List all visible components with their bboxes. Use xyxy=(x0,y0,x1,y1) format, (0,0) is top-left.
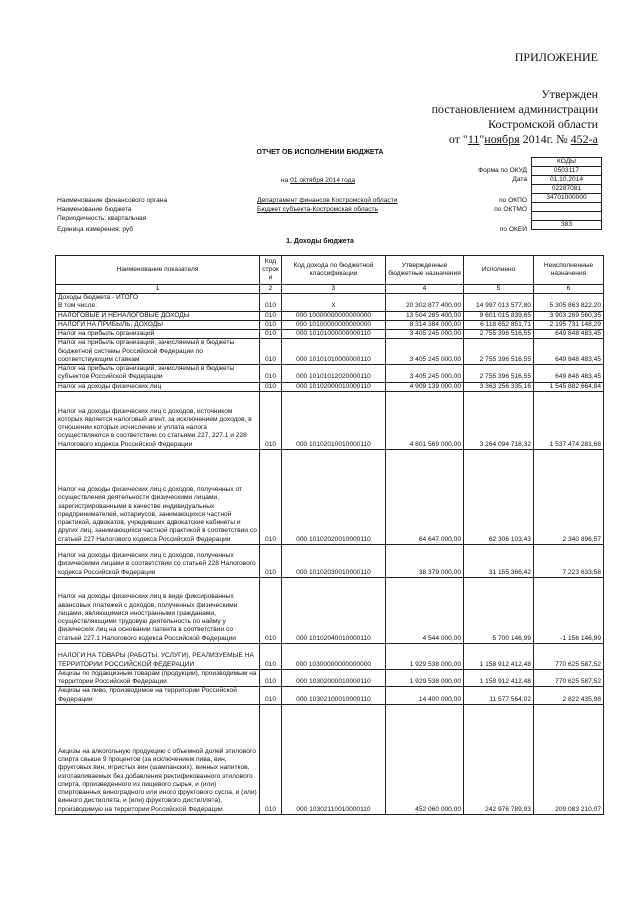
row-name: Налог на доходы физических лиц xyxy=(56,382,260,391)
row-name: Налог на доходы физических лиц с доходов, источником которых является налоговый агент, за исключением доходов, в отношении которых исчисление и уплата налога осуществляются в соответствии со статьями 227, 227.1 и 228 Налогового кодекса Российской Федерации xyxy=(56,391,260,449)
row-unexecuted: 649 848 483,45 xyxy=(534,330,604,339)
row-budget-code: 000 10101012020000110 xyxy=(282,365,386,382)
oktmo-label: по ОКТМО xyxy=(494,206,527,213)
table-row xyxy=(56,320,604,329)
row-executed: 3 363 256 335,16 xyxy=(464,382,534,391)
region-label: Костромской области xyxy=(488,117,598,131)
row-unexecuted: 770 625 587,52 xyxy=(534,643,604,669)
col-index: 2 xyxy=(260,285,282,294)
okpo-code: 02287081 xyxy=(532,185,602,194)
section-title: 1. Доходы бюджета xyxy=(286,238,354,245)
row-name: Налог на прибыль организаций xyxy=(56,330,260,339)
appendix-label: ПРИЛОЖЕНИЕ xyxy=(514,50,598,64)
period-label: Периодичность: квартальная xyxy=(57,215,147,222)
row-name: НАЛОГИ НА ПРИБЫЛЬ, ДОХОДЫ xyxy=(56,320,260,329)
row-line-code: 010 xyxy=(260,311,282,320)
row-line-code: 010 xyxy=(260,339,282,365)
row-approved: 38 379 000,00 xyxy=(386,544,464,577)
row-line-code: 010 xyxy=(260,704,282,814)
table-row xyxy=(56,577,604,643)
row-budget-code: 000 10102030010000110 xyxy=(282,544,386,577)
row-unexecuted: 7 223 633,58 xyxy=(534,544,604,577)
row-executed: 242 976 789,93 xyxy=(464,704,534,814)
row-executed: 3 264 094 718,32 xyxy=(464,391,534,449)
row-unexecuted: 1 537 474 281,68 xyxy=(534,391,604,449)
col-header-approved: Утвержденные бюджетные назначения xyxy=(386,256,464,285)
row-line-code: 010 xyxy=(260,391,282,449)
table-row xyxy=(56,687,604,704)
row-budget-code: X xyxy=(282,294,386,311)
row-approved: 14 400 000,00 xyxy=(386,687,464,704)
row-name: Налог на прибыль организаций, зачисляемый в бюджеты субъектов Российской Федерации xyxy=(56,365,260,382)
table-row xyxy=(56,294,604,311)
table-row xyxy=(56,391,604,449)
row-name: Налог на доходы физических лиц в виде фиксированных авансовых платежей с доходов, полученных физическими лицами, являющимися иностранными гражданами, осуществляющими трудовую деятельность по найму у физических лиц на основании патента в соответствии со статьей 227.1 Налогового кодекса Российской Федерации xyxy=(56,577,260,643)
income-table xyxy=(55,255,604,815)
oktmo-code: 34701000000 xyxy=(532,194,602,203)
row-budget-code: 000 10000000000000000 xyxy=(282,311,386,320)
row-budget-code: 000 10300000000000000 xyxy=(282,643,386,669)
blank-code xyxy=(532,203,602,212)
row-executed: 31 155 366,42 xyxy=(464,544,534,577)
row-approved: 452 060 000,00 xyxy=(386,704,464,814)
row-approved: 4 909 139 000,00 xyxy=(386,382,464,391)
row-name: НАЛОГИ НА ТОВАРЫ (РАБОТЫ, УСЛУГИ), РЕАЛИЗУЕМЫЕ НА ТЕРРИТОРИИ РОССИЙСКОЙ ФЕДЕРАЦИИ xyxy=(56,643,260,669)
row-budget-code: 000 10302110010000110 xyxy=(282,704,386,814)
row-executed: 1 158 912 412,48 xyxy=(464,669,534,686)
table-row xyxy=(56,339,604,365)
col-index: 3 xyxy=(282,285,386,294)
row-executed: 6 118 652 851,71 xyxy=(464,320,534,329)
okei-code: 383 xyxy=(532,221,602,230)
row-budget-code: 000 10102000010000110 xyxy=(282,382,386,391)
row-unexecuted: -1 156 146,99 xyxy=(534,577,604,643)
date-quote: " xyxy=(479,132,485,146)
row-line-code: 010 xyxy=(260,320,282,329)
org-value: Департамент финансов Костромской области xyxy=(257,197,398,204)
date-month: ноября xyxy=(484,132,520,146)
row-unexecuted: 649 848 483,45 xyxy=(534,365,604,382)
row-line-code: 010 xyxy=(260,365,282,382)
row-unexecuted: 209 083 210,07 xyxy=(534,704,604,814)
row-executed: 14 997 013 577,80 xyxy=(464,294,534,311)
report-date-prefix: на xyxy=(281,177,289,184)
row-line-code: 010 xyxy=(260,577,282,643)
row-approved: 1 929 538 000,00 xyxy=(386,643,464,669)
table-row xyxy=(56,544,604,577)
row-name: Акцизы по подакцизным товарам (продукции), производимым на территории Российской Федерации xyxy=(56,669,260,686)
approved-label: Утвержден xyxy=(541,87,598,101)
row-executed: 1 158 912 412,48 xyxy=(464,643,534,669)
row-approved: 13 504 285 400,00 xyxy=(386,311,464,320)
row-unexecuted: 2 195 731 148,29 xyxy=(534,320,604,329)
report-title: ОТЧЕТ ОБ ИСПОЛНЕНИИ БЮДЖЕТА xyxy=(256,149,384,156)
row-name: Налог на доходы физических лиц с доходов, полученных от осуществления деятельности физическими лицами, зарегистрированными в качестве индивидуальных предпринимателей, нотариусов, занимающихся частной практикой, адвокатов, учредивших адвокатские кабинеты и других лиц, занимающихся частной практикой в соответствии со статьей 227 Налогового кодекса Российской Федерации xyxy=(56,449,260,544)
okpo-label: по ОКПО xyxy=(499,197,527,204)
row-executed: 5 700 146,99 xyxy=(464,577,534,643)
table-row xyxy=(56,365,604,382)
col-index: 6 xyxy=(534,285,604,294)
row-executed: 2 755 396 516,55 xyxy=(464,330,534,339)
row-unexecuted: 1 545 882 664,84 xyxy=(534,382,604,391)
row-approved: 8 314 384 000,00 xyxy=(386,320,464,329)
row-executed: 2 755 396 516,55 xyxy=(464,365,534,382)
codes-table xyxy=(531,157,602,230)
doc-number: 452-а xyxy=(570,132,598,146)
row-name: Акцизы на пиво, производимое на территории Российской Федерации xyxy=(56,687,260,704)
row-line-code: 010 xyxy=(260,544,282,577)
table-row xyxy=(56,382,604,391)
budget-label: Наименование бюджета xyxy=(57,206,132,213)
okud-label: Форма по ОКУД xyxy=(478,167,527,174)
blank-code-2 xyxy=(532,212,602,221)
date-code: 01.10.2014 xyxy=(532,176,602,185)
row-approved: 3 405 245 000,00 xyxy=(386,365,464,382)
col-header-executed: Исполнено xyxy=(464,256,534,285)
row-budget-code: 000 10102040010000110 xyxy=(282,577,386,643)
row-budget-code: 000 10101000000000110 xyxy=(282,330,386,339)
row-approved: 4 801 569 000,00 xyxy=(386,391,464,449)
row-unexecuted: 649 848 483,45 xyxy=(534,339,604,365)
date-day: 11 xyxy=(467,132,480,146)
row-unexecuted: 5 305 863 822,20 xyxy=(534,294,604,311)
table-row xyxy=(56,643,604,669)
okei-label: по ОКЕИ xyxy=(499,226,527,233)
col-index: 5 xyxy=(464,285,534,294)
row-budget-code: 000 10101010000000110 xyxy=(282,339,386,365)
table-row xyxy=(56,449,604,544)
row-name: НАЛОГОВЫЕ И НЕНАЛОГОВЫЕ ДОХОДЫ xyxy=(56,311,260,320)
col-header-name: Наименование показателя xyxy=(56,256,260,285)
row-executed: 11 577 564,02 xyxy=(464,687,534,704)
row-approved: 20 302 877 400,00 xyxy=(386,294,464,311)
row-budget-code: 000 10302000010000110 xyxy=(282,669,386,686)
table-row xyxy=(56,669,604,686)
codes-header: КОДЫ xyxy=(532,158,602,167)
report-date-line xyxy=(281,177,355,185)
row-approved: 3 405 245 000,00 xyxy=(386,330,464,339)
budget-value: Бюджет субъекта-Костромская область xyxy=(257,206,378,213)
row-line-code: 010 xyxy=(260,294,282,311)
row-unexecuted: 3 903 269 560,35 xyxy=(534,311,604,320)
col-header-line: Код строк и xyxy=(260,256,282,285)
row-budget-code: 000 10100000000000000 xyxy=(282,320,386,329)
resolution-label: постановлением администрации xyxy=(431,102,598,116)
date-label: Дата xyxy=(512,176,527,183)
row-executed: 2 755 396 516,55 xyxy=(464,339,534,365)
row-executed: 62 306 103,43 xyxy=(464,449,534,544)
row-approved: 64 647 000,00 xyxy=(386,449,464,544)
row-line-code: 010 xyxy=(260,643,282,669)
row-name: Налог на прибыль организаций, зачисляемый в бюджеты бюджетной системы Российской Федерации по соответствующим ставкам xyxy=(56,339,260,365)
row-budget-code: 000 10102020010000110 xyxy=(282,449,386,544)
table-row xyxy=(56,330,604,339)
row-name: Доходы бюджета - ИТОГО В том числе: xyxy=(56,294,260,311)
col-index: 1 xyxy=(56,285,260,294)
org-label: Наименование финансового органа xyxy=(57,197,168,204)
row-line-code: 010 xyxy=(260,330,282,339)
date-year: 2014г. № xyxy=(519,132,571,146)
row-unexecuted: 2 340 896,57 xyxy=(534,449,604,544)
table-row xyxy=(56,311,604,320)
row-executed: 9 601 015 839,65 xyxy=(464,311,534,320)
row-line-code: 010 xyxy=(260,382,282,391)
row-budget-code: 000 10302100010000110 xyxy=(282,687,386,704)
okud-code: 0503117 xyxy=(532,167,602,176)
col-header-unexecuted: Неисполненные назначения xyxy=(534,256,604,285)
report-date-value: 01 октября 2014 года xyxy=(290,177,356,184)
row-line-code: 010 xyxy=(260,449,282,544)
row-approved: 1 929 538 000,00 xyxy=(386,669,464,686)
row-approved: 3 405 245 000,00 xyxy=(386,339,464,365)
col-header-code: Код дохода по бюджетной классификации xyxy=(282,256,386,285)
col-index: 4 xyxy=(386,285,464,294)
unit-label: Единица измерения: руб xyxy=(57,226,134,233)
row-unexecuted: 770 625 587,52 xyxy=(534,669,604,686)
row-budget-code: 000 10102010010000110 xyxy=(282,391,386,449)
date-prefix: от " xyxy=(448,132,468,146)
table-row xyxy=(56,704,604,814)
row-approved: 4 544 000,00 xyxy=(386,577,464,643)
row-line-code: 010 xyxy=(260,669,282,686)
row-name: Акцизы на алкогольную продукцию с объемной долей этилового спирта свыше 9 процентов (за исключением пива, вин, фруктовых вин, игристых вин (шампанских), винных напитков, изготавливаемых без добавления ректификованного этилового спирта, произведенного из пищевого сырья, и (или) спиртованных виноградного или иного фруктового сусла, и (или) винного дистиллята, и (или) фруктового дистиллята), производимую на территории Российской Федерации xyxy=(56,704,260,814)
resolution-date-line xyxy=(449,132,598,147)
row-line-code: 010 xyxy=(260,687,282,704)
row-name: Налог на доходы физических лиц с доходов, полученных физическими лицами в соответствии со статьей 228 Налогового кодекса Российской Федерации xyxy=(56,544,260,577)
row-unexecuted: 2 822 435,98 xyxy=(534,687,604,704)
